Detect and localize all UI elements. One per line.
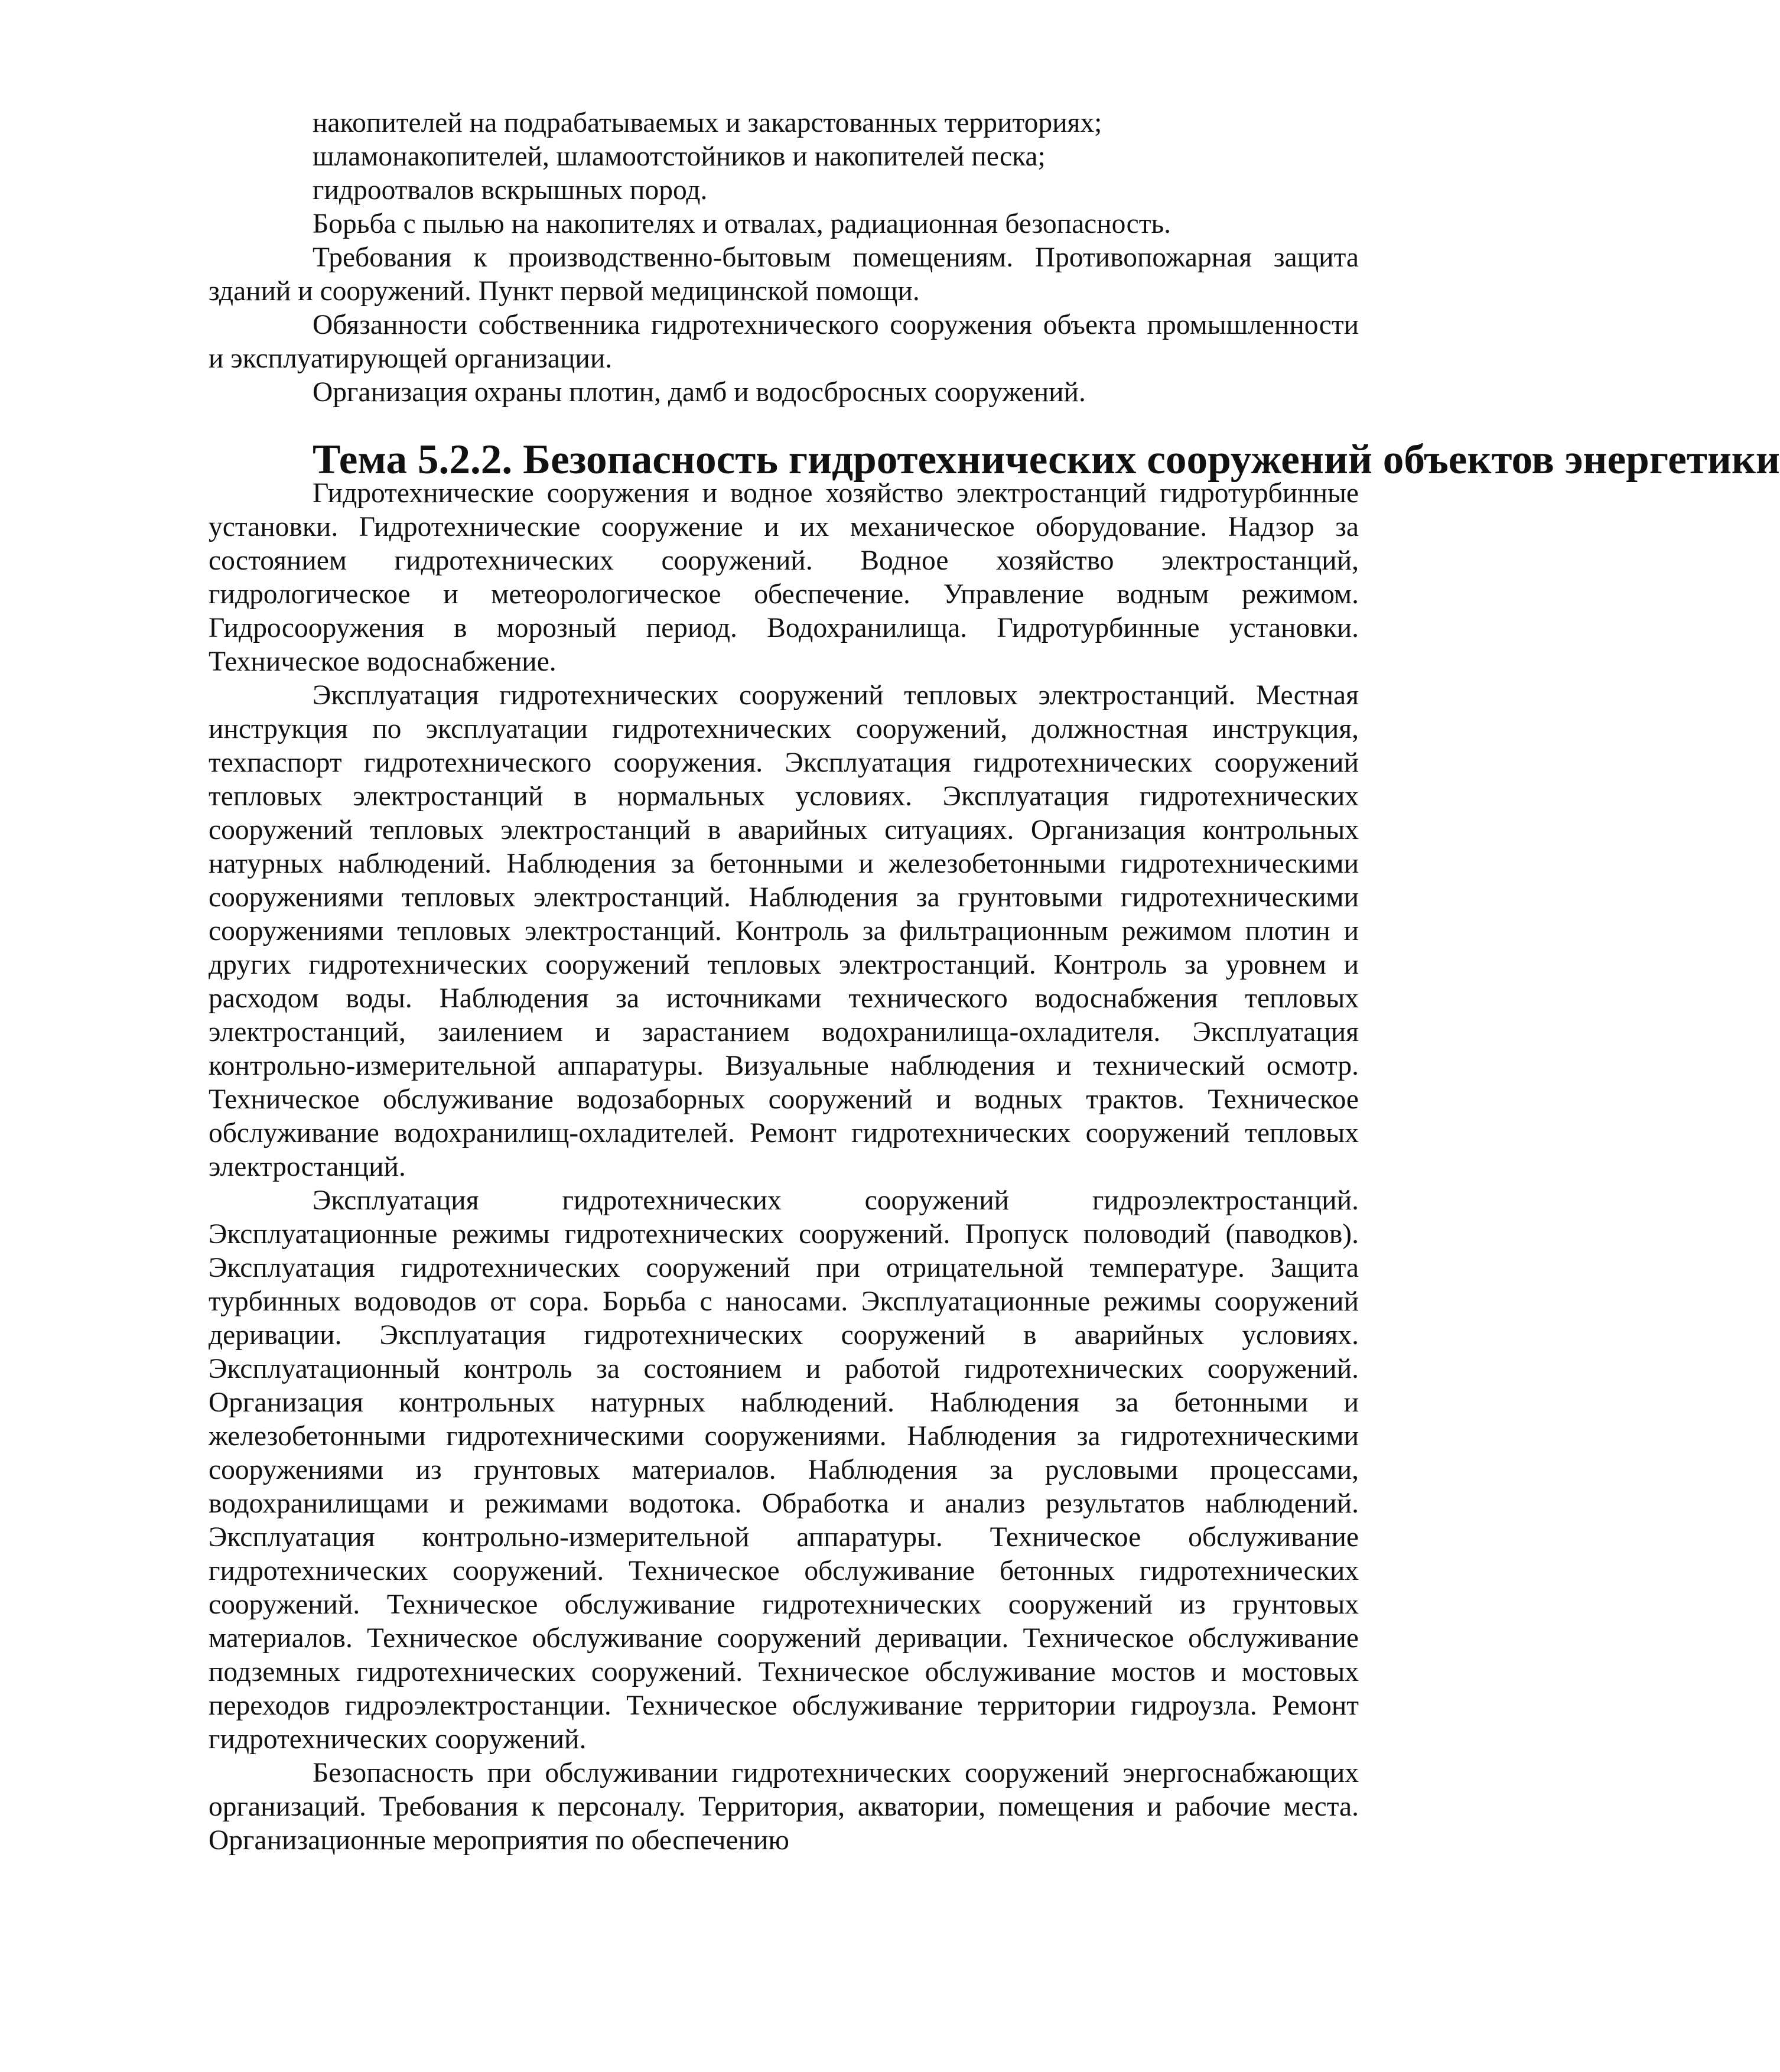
section-paragraph-2: Эксплуатация гидротехнических сооружений тепловых электростанций. Местная инструкция по эксплуатации гидротехнических сооружений, должностная инструкция, техпаспорт гидротехнического сооружения. Эксплуатация гидротехнических сооружений тепловых электростанций в нормальных условиях. Эксплуатация гидротехнических сооружений тепловых электростанций в аварийных ситуациях. Организация контрольных натурных наблюдений. Наблюдения за бетонными и железобетонными гидротехническими сооружениями тепловых электростанций. Наблюдения за грунтовыми гидротехническими сооружениями тепловых электростанций. Контроль за фильтрационным режимом плотин и других гидротехнических сооружений тепловых электростанций. Контроль за уровнем и расходом воды. Наблюдения за источниками технического водоснабжения тепловых электростанций, заилением и зарастанием водохранилища-охладителя. Эксплуатация контрольно-измерительной аппаратуры. Визуальные наблюдения и технический осмотр. Техническое обслуживание водозаборных сооружений и водных трактов. Техническое обслуживание водохранилищ-охладителей. Ремонт гидротехнических сооружений тепловых электростанций.: [209, 680, 1359, 1182]
intro-paragraph-7: Организация охраны плотин, дамб и водосбросных сооружений.: [313, 377, 1086, 408]
intro-paragraph-5: Требования к производственно-бытовым помещениям. Противопожарная защита зданий и сооружений. Пункт первой медицинской помощи.: [209, 242, 1359, 307]
intro-paragraph-3: гидроотвалов вскрышных пород.: [313, 175, 708, 206]
intro-paragraph-2: шламонакопителей, шламоотстойников и накопителей песка;: [313, 141, 1046, 172]
section-heading: Тема 5.2.2. Безопасность гидротехнических сооружений объектов энергетики: [313, 437, 1780, 483]
section-paragraph-1: Гидротехнические сооружения и водное хозяйство электростанций гидротурбинные установки. Гидротехнические сооружение и их механическое оборудование. Надзор за состоянием гидротехнических сооружений. Водное хозяйство электростанций, гидрологическое и метеорологическое обеспечение. Управление водным режимом. Гидросооружения в морозный период. Водохранилища. Гидротурбинные установки. Техническое водоснабжение.: [209, 478, 1359, 677]
section-paragraph-4: Безопасность при обслуживании гидротехнических сооружений энергоснабжающих организаций. Требования к персоналу. Территория, акватории, помещения и рабочие места. Организационные мероприятия по обеспечению: [209, 1758, 1359, 1856]
intro-paragraph-4: Борьба с пылью на накопителях и отвалах, радиационная безопасность.: [313, 209, 1171, 239]
intro-paragraph-6: Обязанности собственника гидротехнического сооружения объекта промышленности и эксплуатирующей организации.: [209, 310, 1359, 374]
section-paragraph-3: Эксплуатация гидротехнических сооружений гидроэлектростанций. Эксплуатационные режимы гидротехнических сооружений. Пропуск половодий (паводков). Эксплуатация гидротехнических сооружений при отрицательной температуре. Защита турбинных водоводов от сора. Борьба с наносами. Эксплуатационные режимы сооружений деривации. Эксплуатация гидротехнических сооружений в аварийных условиях. Эксплуатационный контроль за состоянием и работой гидротехнических сооружений. Организация контрольных натурных наблюдений. Наблюдения за бетонными и железобетонными гидротехническими сооружениями. Наблюдения за гидротехническими сооружениями из грунтовых материалов. Наблюдения за русловыми процессами, водохранилищами и режимами водотока. Обработка и анализ результатов наблюдений. Эксплуатация контрольно-измерительной аппаратуры. Техническое обслуживание гидротехнических сооружений. Техническое обслуживание бетонных гидротехнических сооружений. Техническое обслуживание гидротехнических сооружений из грунтовых материалов. Техническое обслуживание сооружений деривации. Техническое обслуживание подземных гидротехнических сооружений. Техническое обслуживание мостов и мостовых переходов гидроэлектростанции. Техническое обслуживание территории гидроузла. Ремонт гидротехнических сооружений.: [209, 1185, 1359, 1755]
intro-paragraph-1: накопителей на подрабатываемых и закарстованных территориях;: [313, 108, 1102, 138]
document-page: [209, 106, 1780, 1858]
